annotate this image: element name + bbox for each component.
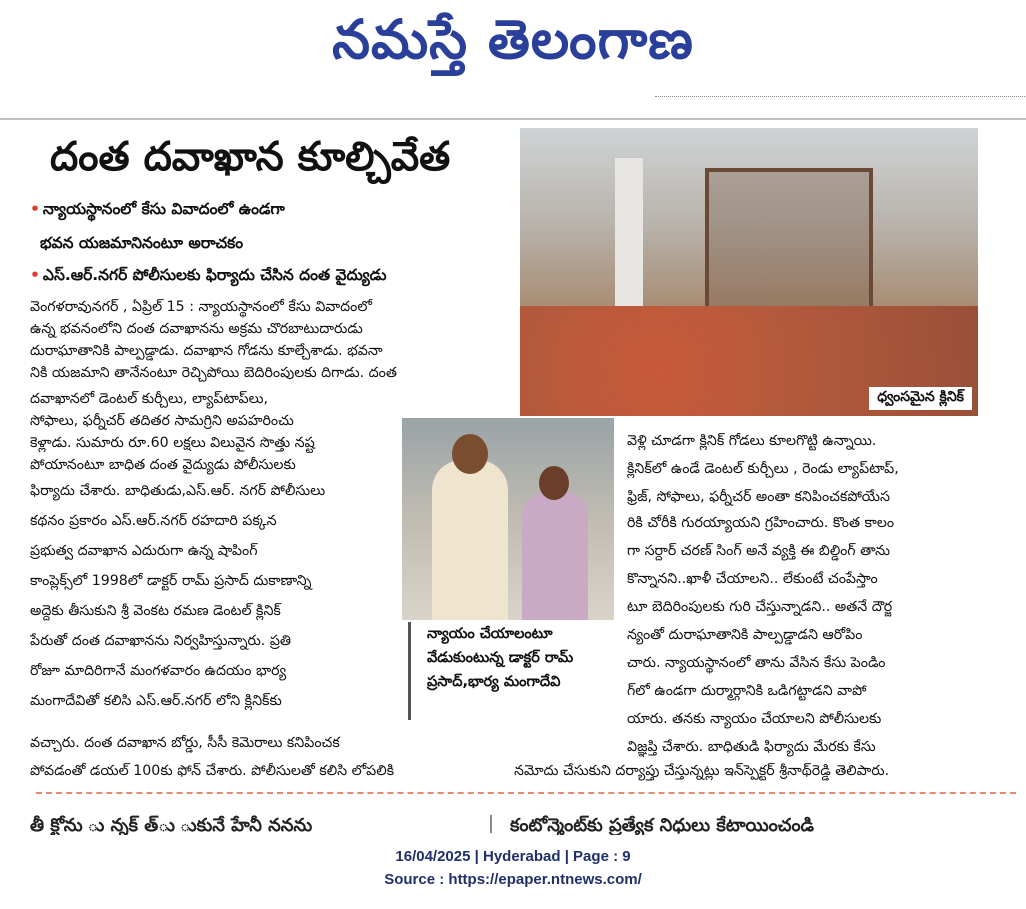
photo-caption: ధ్వంసమైన క్లినిక్ [869,387,972,410]
next-story-strip-right [510,815,990,835]
body-line: వెళ్లి చూడగా క్లినిక్ గోడలు కూలగొట్టి ఉన్నాయి. [627,433,877,449]
body-line: క్లినిక్‌లో ఉండే డెంటల్ కుర్చీలు , రెండు ల్యాప్‌టాప్, [627,461,899,477]
masthead-divider [0,118,1026,120]
body-line: దవాఖానలో డెంటల్ కుర్చీలు, ల్యాప్‌టాప్‌లు, [30,391,269,407]
body-line: దురాఘాతానికి పాల్పడ్డాడు. దవాఖాన గోడను కూల్చేశాడు. భవనా [30,343,383,359]
body-line: టూ బెదిరింపులకు గురి చేస్తున్నాడని.. అతనే దౌర్జ [627,599,893,615]
subhead-bullet-1-text: న్యాయస్థానంలో కేసు వివాదంలో ఉండగా [42,200,285,218]
photo-woman-head [539,466,569,500]
body-line: చారు. న్యాయస్థానంలో తాను వేసిన కేసు పెండిం [627,655,886,671]
bullet-dot-icon: • [30,200,40,218]
body-line: సోఫాలు, ఫర్నీచర్ తదితర సామగ్రిని అపహరించు [30,413,294,429]
bullet-dot-icon: • [30,266,40,284]
photo-woman-figure [522,492,588,620]
body-line: విజ్ఞప్తి చేశారు. బాధితుడి ఫిర్యాదు మేరకు కేసు [627,739,876,755]
newspaper-logo: నమస్తే తెలంగాణ [332,7,694,71]
body-line: వచ్చారు. దంత దవాఖాన బోర్డు, సీసీ కెమెరాలు కనిపించక [30,735,340,751]
body-line: పోవడంతో డయల్ 100కు ఫోన్ చేశారు. పోలీసులతో కలిసి లోపలికి [30,763,395,779]
masthead-dotted-rule [655,96,1025,107]
next-story-headline-right: కంటోన్మెంట్‌కు ప్రత్యేక నిధులు కేటాయించండి [510,815,814,835]
body-line: గా సర్దార్ చరణ్ సింగ్ అనే వ్యక్తి ఈ బిల్డింగ్ తాను [627,543,891,559]
column-separator [490,815,492,833]
body-line: న్యంతో దురాఘాతానికి పాల్పడ్డాడని ఆరోపిం [627,627,863,643]
photo-window-frame-shape [705,168,873,316]
body-line: కథనం ప్రకారం ఎస్.ఆర్.నగర్ రహదారి పక్కన [30,513,277,529]
body-line: కొన్నానని..ఖాళీ చేయాలని.. లేకుంటే చంపేస్తాం [627,571,878,587]
body-line: యారు. తనకు న్యాయం చేయాలని పోలీసులకు [627,711,882,727]
body-line: ప్రభుత్వ దవాఖాన ఎదురుగా ఉన్న షాపింగ్ [30,543,258,559]
body-line: కెళ్లాడు. సుమారు రూ.60 లక్షలు విలువైన సొత్తు నష్ట [30,435,315,451]
subhead-bullet-2-text: ఎస్.ఆర్.నగర్ పోలీసులకు ఫిర్యాదు చేసిన దంత వైద్యుడు [42,266,387,284]
body-line: పేరుతో దంత దవాఖానను నిర్వహిస్తున్నారు. ప్రతి [30,633,291,649]
body-line: ఫిర్యాదు చేశారు. బాధితుడు,ఎస్.ఆర్. నగర్ పోలీసులు [30,483,326,499]
footer-source-link[interactable]: Source : https://epaper.ntnews.com/ [384,871,642,888]
next-story-strip-left [30,815,480,835]
body-line: కాంప్లెక్స్‌లో 1998లో డాక్టర్ రామ్ ప్రసాద్ దుకాణాన్ని [30,573,312,589]
inset-photo-caption [408,622,611,720]
photo-man-figure [432,460,508,620]
body-line: గ్‌లో ఉండగా దుర్మార్గానికి ఒడిగట్టాడని వాపో [627,683,867,699]
inset-caption-line: ప్రసాద్,భార్య మంగాదేవి [427,674,561,690]
body-line: ఫ్రిజ్, సోఫాలు, ఫర్నీచర్ అంతా కనిపించకపోయేస [627,489,890,505]
body-line: అద్దెకు తీసుకుని శ్రీ వెంకట రమణ డెంటల్ క్లినిక్ [30,603,281,619]
next-story-headline-left: తీ క్టోను ు న్నక్ త్ు ుకునే హేనీ ననను [30,815,313,835]
footer-date-edition-page: 16/04/2025 | Hyderabad | Page : 9 [395,848,631,865]
body-line: రోజూ మాదిరిగానే మంగళవారం ఉదయం భార్య [30,663,287,679]
body-line: వెంగళరావునగర్ , ఏప్రిల్ 15 : న్యాయస్థానంలో కేసు వివాదంలో [30,299,372,315]
body-line: నికి యజమాని తానేనంటూ రెచ్చిపోయి బెదిరింపులకు దిగాడు. దంత [30,365,397,381]
demolished-clinic-photo [520,128,978,416]
doctor-couple-photo [402,418,614,620]
masthead [0,0,1026,92]
body-line: నమోదు చేసుకుని దర్యాప్తు చేస్తున్నట్లు ఇన్‌స్పెక్టర్ శ్రీనాథ్‌రెడ్డి తెలిపారు. [514,763,890,779]
inset-caption-line: వేడుకుంటున్న డాక్టర్ రామ్ [427,650,574,666]
subhead-bullet-2 [30,266,387,288]
body-line: పోయానంటూ బాధిత దంత వైద్యుడు పోలీసులకు [30,457,296,473]
article-headline: దంత దవాఖాన కూల్చివేత [50,134,451,180]
subhead-bullet-1-continuation: భవన యజమానినంటూ అరాచకం [40,234,244,252]
inset-caption-line: న్యాయం చేయాలంటూ [427,626,553,642]
body-line: ఉన్న భవనంలోని దంత దవాఖానను అక్రమ చొరబాటుదారుడు [30,321,363,337]
body-line: రికి చోరీకి గురయ్యాయని గ్రహించారు. కొంత కాలం [627,515,895,531]
section-divider [36,792,1016,794]
photo-man-head [452,434,488,474]
subhead-bullet-1 [30,200,285,222]
body-line: మంగాదేవితో కలిసి ఎస్.ఆర్.నగర్ లోని క్లినిక్‌కు [30,693,282,709]
